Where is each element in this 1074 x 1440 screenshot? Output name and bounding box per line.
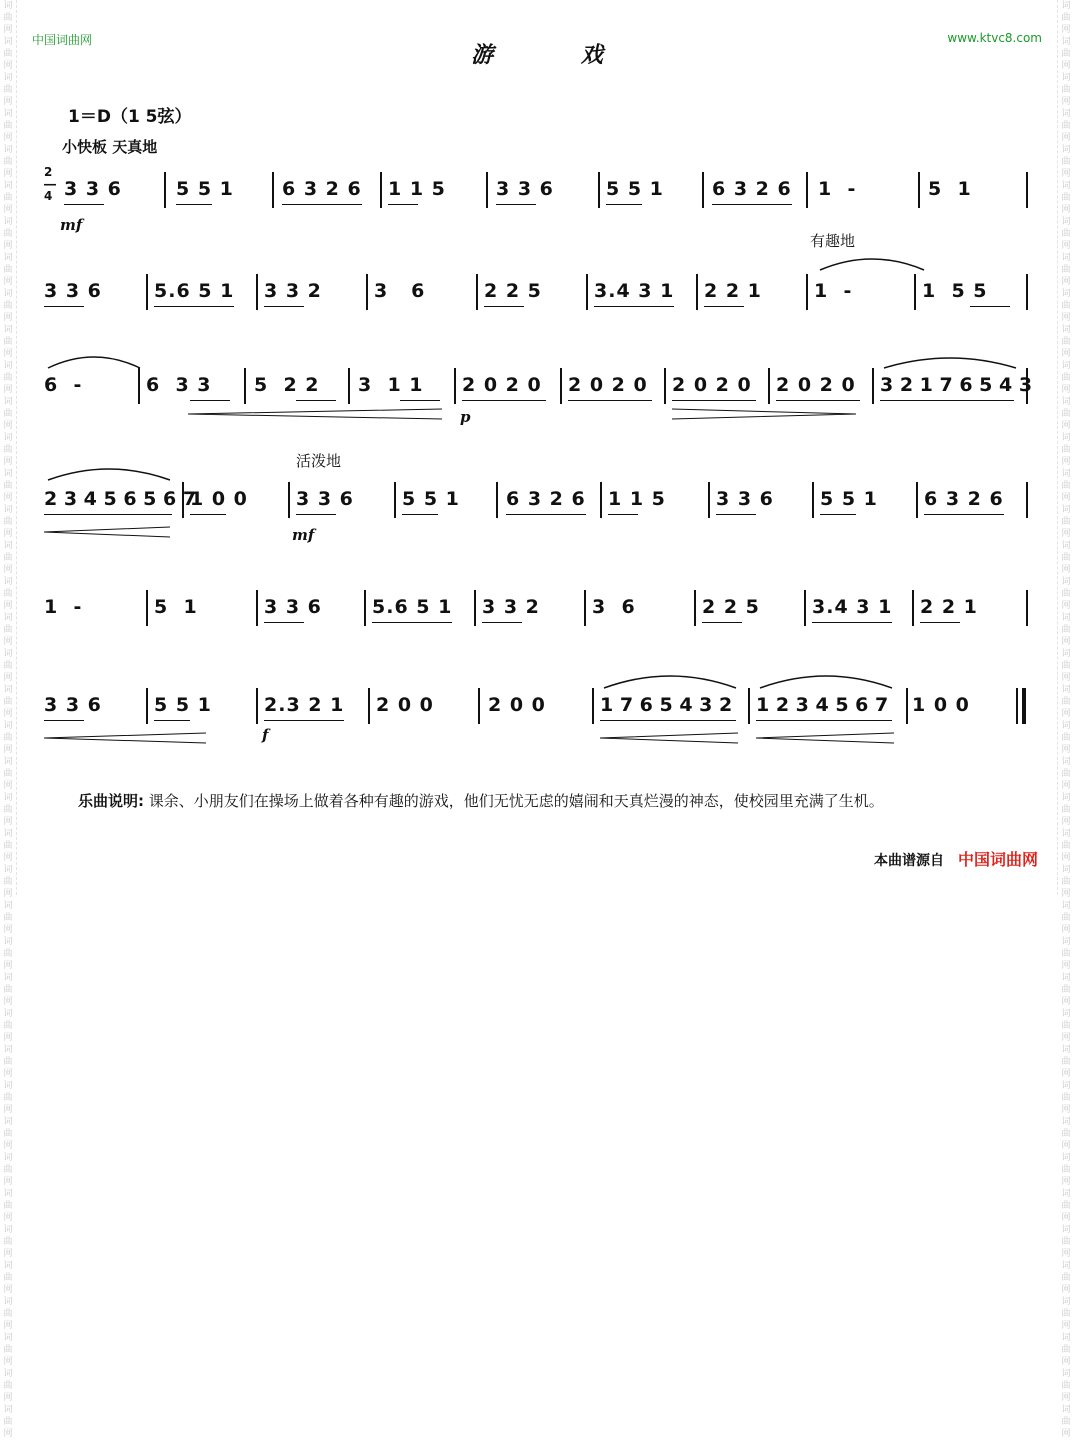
beat-underline bbox=[776, 400, 860, 401]
beat-underline bbox=[712, 204, 792, 205]
beat-underline bbox=[44, 514, 172, 515]
crescendo-hairpin bbox=[188, 408, 444, 418]
measure: 3 3 6 bbox=[496, 178, 554, 200]
measure: 1 0 0 bbox=[190, 488, 248, 510]
measure: 3 3 6 bbox=[716, 488, 774, 510]
barline bbox=[476, 274, 478, 310]
measure: 5 5 1 bbox=[606, 178, 664, 200]
beat-underline bbox=[920, 622, 960, 623]
measure: 6 3 3 bbox=[146, 374, 212, 396]
source-label: 本曲谱源自 bbox=[873, 853, 944, 869]
phrase-slur bbox=[880, 352, 1020, 370]
measure: 3 3 6 bbox=[44, 280, 102, 302]
measure: 2 0 0 bbox=[376, 694, 434, 716]
measure: 3 6 bbox=[374, 280, 426, 302]
music-description bbox=[78, 787, 1038, 815]
measure: 2 3 4 5 6 5 6 7 bbox=[44, 488, 197, 510]
beat-underline bbox=[484, 306, 524, 307]
barline bbox=[598, 172, 600, 208]
barline bbox=[454, 368, 456, 404]
barline bbox=[768, 368, 770, 404]
barline bbox=[914, 274, 916, 310]
barline bbox=[912, 590, 914, 626]
measure: 5 5 1 bbox=[402, 488, 460, 510]
beat-underline bbox=[44, 306, 84, 307]
barline bbox=[916, 482, 918, 518]
barline bbox=[664, 368, 666, 404]
barline bbox=[1026, 274, 1028, 310]
staff-row-4 bbox=[0, 452, 1074, 544]
tie-slur bbox=[44, 352, 144, 370]
site-name-left[interactable]: 中国词曲网 bbox=[32, 33, 93, 47]
measure: 6 - bbox=[44, 374, 83, 396]
beat-underline bbox=[756, 720, 892, 721]
barline bbox=[288, 482, 290, 518]
barline bbox=[584, 590, 586, 626]
key-signature: 1＝D（1 5弦） bbox=[68, 107, 192, 127]
barline bbox=[364, 590, 366, 626]
barline bbox=[244, 368, 246, 404]
measure: 5.6 5 1 bbox=[154, 280, 235, 302]
source-site-link[interactable]: 中国词曲网 bbox=[957, 850, 1038, 869]
barline bbox=[600, 482, 602, 518]
barline bbox=[748, 688, 750, 724]
crescendo-hairpin bbox=[600, 732, 740, 742]
measure: 1 1 5 bbox=[388, 178, 446, 200]
staff-row-5 bbox=[0, 584, 1074, 644]
barline bbox=[138, 368, 140, 404]
staff-row-1 bbox=[0, 160, 1074, 234]
beat-underline bbox=[264, 306, 304, 307]
tempo-marking: 小快板 天真地 bbox=[62, 138, 158, 156]
barline bbox=[1026, 172, 1028, 208]
beat-underline bbox=[970, 306, 1010, 307]
measure: 6 3 2 6 bbox=[506, 488, 586, 510]
measure: 2 0 2 0 bbox=[568, 374, 648, 396]
score-title: 游 戏 bbox=[471, 42, 643, 68]
phrase-slur bbox=[600, 670, 740, 690]
measure: 5 5 1 bbox=[176, 178, 234, 200]
measure: 3.4 3 1 bbox=[812, 596, 893, 618]
measure: 2 0 2 0 bbox=[462, 374, 542, 396]
barline bbox=[560, 368, 562, 404]
measure: 5 5 1 bbox=[820, 488, 878, 510]
barline bbox=[586, 274, 588, 310]
barline bbox=[804, 590, 806, 626]
measure: 2 2 1 bbox=[704, 280, 762, 302]
barline bbox=[806, 172, 808, 208]
staff-row-6 bbox=[0, 686, 1074, 746]
beat-underline bbox=[880, 400, 1014, 401]
barline bbox=[272, 172, 274, 208]
barline bbox=[1026, 590, 1028, 626]
barline bbox=[702, 172, 704, 208]
barline bbox=[1016, 688, 1018, 724]
measure: 1 7 6 5 4 3 2 bbox=[600, 694, 733, 716]
crescendo-hairpin bbox=[44, 526, 172, 536]
barline bbox=[256, 688, 258, 724]
measure: 1 - bbox=[44, 596, 83, 618]
measure: 5.6 5 1 bbox=[372, 596, 453, 618]
barline bbox=[918, 172, 920, 208]
measure: 6 3 2 6 bbox=[712, 178, 792, 200]
beat-underline bbox=[600, 720, 736, 721]
dynamic-p: p bbox=[460, 408, 471, 426]
barline bbox=[592, 688, 594, 724]
measure: 3 1 1 bbox=[358, 374, 424, 396]
barline bbox=[348, 368, 350, 404]
measure: 1 - bbox=[814, 280, 853, 302]
expression-huopo: 活泼地 bbox=[296, 452, 342, 470]
measure: 3 3 2 bbox=[482, 596, 540, 618]
barline bbox=[146, 274, 148, 310]
beat-underline bbox=[702, 622, 742, 623]
beat-underline bbox=[462, 400, 546, 401]
barline bbox=[146, 590, 148, 626]
measure: 6 3 2 6 bbox=[282, 178, 362, 200]
beat-underline bbox=[812, 622, 892, 623]
description-text: 课余、小朋友们在操场上做着各种有趣的游戏，他们无忧无虑的嬉闹和天真烂漫的神态，使校园里充满了生机。 bbox=[148, 792, 884, 810]
barline bbox=[696, 274, 698, 310]
measure: 5 1 bbox=[154, 596, 198, 618]
measure: 6 3 2 6 bbox=[924, 488, 1004, 510]
barline bbox=[474, 590, 476, 626]
dynamic-mf: mf bbox=[292, 526, 315, 544]
expression-youqu: 有趣地 bbox=[810, 232, 856, 250]
measure: 3 6 bbox=[592, 596, 636, 618]
barline bbox=[694, 590, 696, 626]
crescendo-hairpin bbox=[44, 732, 208, 742]
beat-underline bbox=[388, 204, 418, 205]
beat-underline bbox=[716, 514, 756, 515]
beat-underline bbox=[190, 400, 230, 401]
beat-underline bbox=[296, 400, 336, 401]
beat-underline bbox=[672, 400, 756, 401]
barline bbox=[380, 172, 382, 208]
measure: 1 - bbox=[818, 178, 857, 200]
beat-underline bbox=[44, 720, 84, 721]
barline bbox=[164, 172, 166, 208]
barline bbox=[806, 274, 808, 310]
measure: 3 2 1 7 6 5 4 3 bbox=[880, 374, 1033, 396]
beat-underline bbox=[296, 514, 336, 515]
barline bbox=[872, 368, 874, 404]
measure: 2 2 5 bbox=[484, 280, 542, 302]
barline bbox=[478, 688, 480, 724]
measure: 2 2 1 bbox=[920, 596, 978, 618]
barline bbox=[708, 482, 710, 518]
barline bbox=[368, 688, 370, 724]
barline bbox=[256, 590, 258, 626]
measure: 3 3 2 bbox=[264, 280, 322, 302]
beat-underline bbox=[594, 306, 674, 307]
measure: 1 2 3 4 5 6 7 bbox=[756, 694, 889, 716]
beat-underline bbox=[154, 720, 190, 721]
beat-underline bbox=[264, 622, 304, 623]
barline bbox=[906, 688, 908, 724]
final-barline bbox=[1022, 688, 1026, 724]
description-label: 乐曲说明: bbox=[78, 792, 144, 810]
phrase-slur bbox=[44, 464, 174, 482]
dynamic-mf: mf bbox=[60, 216, 83, 234]
beat-underline bbox=[154, 306, 234, 307]
barline bbox=[394, 482, 396, 518]
staff-row-3 bbox=[0, 362, 1074, 426]
barline bbox=[256, 274, 258, 310]
measure: 3 3 6 bbox=[264, 596, 322, 618]
crescendo-hairpin bbox=[756, 732, 896, 742]
measure: 3 3 6 bbox=[44, 694, 102, 716]
site-url-right[interactable]: www.ktvc8.com bbox=[947, 31, 1042, 45]
measure: 5 2 2 bbox=[254, 374, 320, 396]
beat-underline bbox=[372, 622, 452, 623]
right-watermark-strip: 词曲网词曲网词曲网词曲网词曲网词曲网词曲网词曲网词曲网词曲网词曲网词曲网词曲网词曲网词曲网词曲网词曲网词曲网词曲网词曲网词曲网词曲网词曲网词曲网词曲网词曲网词曲网词曲网词曲网词曲网词曲网词曲网词曲网词曲网词曲网词曲网词曲网词曲网词曲网词曲网 bbox=[1057, 0, 1074, 895]
beat-underline bbox=[568, 400, 652, 401]
measure: 2 0 2 0 bbox=[776, 374, 856, 396]
beat-underline bbox=[606, 204, 642, 205]
measure: 1 1 5 bbox=[608, 488, 666, 510]
beat-underline bbox=[506, 514, 586, 515]
beat-underline bbox=[190, 514, 226, 515]
measure: 5 1 bbox=[928, 178, 972, 200]
phrase-slur bbox=[756, 670, 896, 690]
beat-underline bbox=[176, 204, 212, 205]
measure: 1 5 5 bbox=[922, 280, 988, 302]
measure: 2 0 0 bbox=[488, 694, 546, 716]
beat-underline bbox=[704, 306, 744, 307]
barline bbox=[812, 482, 814, 518]
measure: 5 5 1 bbox=[154, 694, 212, 716]
left-watermark-strip: 词曲网词曲网词曲网词曲网词曲网词曲网词曲网词曲网词曲网词曲网词曲网词曲网词曲网词曲网词曲网词曲网词曲网词曲网词曲网词曲网词曲网词曲网词曲网词曲网词曲网词曲网词曲网词曲网词曲网词曲网词曲网词曲网词曲网词曲网词曲网词曲网词曲网词曲网词曲网词曲网 bbox=[0, 0, 17, 895]
barline bbox=[496, 482, 498, 518]
barline bbox=[182, 482, 184, 518]
beat-underline bbox=[264, 720, 344, 721]
barline bbox=[486, 172, 488, 208]
barline bbox=[1026, 368, 1028, 404]
beat-underline bbox=[496, 204, 536, 205]
measure: 2.3 2 1 bbox=[264, 694, 345, 716]
diminuendo-hairpin bbox=[672, 408, 858, 418]
staff-row-2 bbox=[0, 232, 1074, 328]
measure: 3.4 3 1 bbox=[594, 280, 675, 302]
barline bbox=[146, 688, 148, 724]
beat-underline bbox=[282, 204, 362, 205]
beat-underline bbox=[608, 514, 638, 515]
dynamic-f: f bbox=[262, 726, 269, 744]
source-credit bbox=[874, 847, 1038, 870]
beat-underline bbox=[400, 400, 440, 401]
beat-underline bbox=[402, 514, 438, 515]
measure: 1 0 0 bbox=[912, 694, 970, 716]
measure: 3 3 6 bbox=[296, 488, 354, 510]
measure: 2 2 5 bbox=[702, 596, 760, 618]
measure: 3 3 6 bbox=[64, 178, 122, 200]
measure: 2 0 2 0 bbox=[672, 374, 752, 396]
beat-underline bbox=[820, 514, 856, 515]
tie-slur bbox=[816, 254, 928, 272]
beat-underline bbox=[64, 204, 104, 205]
barline bbox=[366, 274, 368, 310]
barline bbox=[1026, 482, 1028, 518]
beat-underline bbox=[924, 514, 1004, 515]
time-signature: 2 ― 4 bbox=[44, 165, 57, 203]
beat-underline bbox=[482, 622, 522, 623]
